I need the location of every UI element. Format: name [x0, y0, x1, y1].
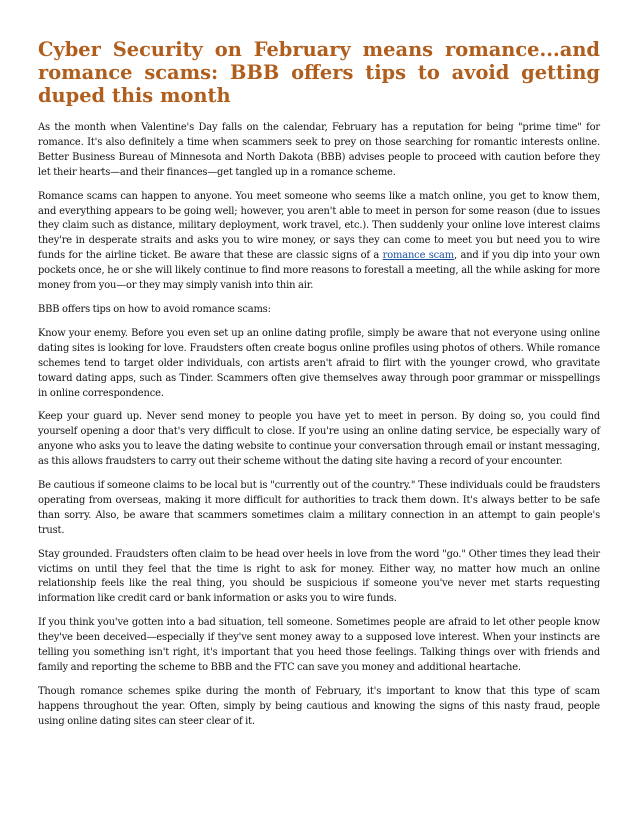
paragraph-tips-intro: BBB offers tips on how to avoid romance scams: — [38, 303, 271, 315]
paragraph-intro: As the month when Valentine's Day falls on the calendar, February has a reputation for being "prime time" for romance. It's also definitely a time when scammers seek to prey on those searching for romantic interests online. Better Business Bureau of Minnesota and North Dakota (BBB) advises people to proceed with caution before they let their hearts—and their finances—get tangled up in a romance scheme. — [38, 122, 600, 178]
romance-scam-link[interactable]: romance scam — [382, 250, 454, 262]
paragraph-keep-guard-up: Keep your guard up. Never send money to people you have yet to meet in person. By doing so, you could find yourself opening a door that's very difficult to close. If you're using an online dating service, be especially wary of anyone who asks you to leave the dating website to continue your conversation through email or instant messaging, as this allows fraudsters to carry out their scheme without the dating site having a record of your encounter. — [38, 411, 600, 468]
paragraph-text-before-link: Romance scams can happen to anyone. You meet someone who seems like a match online, you get to know them, and everything appears to be going well; however, you aren't able to meet in person for some reason (due to issues they claim such as distance, military deployment, work travel, etc.). Then suddenly your online love interest claims they're in desperate straits and asks you to wire money, or says they can come to meet you but need you to wire funds for the airline ticket. Be aware that these are classic signs of a — [38, 190, 600, 262]
paragraph-be-cautious: Be cautious if someone claims to be local but is "currently out of the country." These individuals could be fraudsters operating from overseas, making it more difficult for authorities to track them down. It's always better to be safe than sorry. Also, be aware that scammers sometimes claim a military connection in an attempt to gain people's trust. — [38, 480, 600, 536]
paragraph-stay-grounded: Stay grounded. Fraudsters often claim to be head over heels in love from the word "go." Other times they lead their victims on until they feel that the time is right to ask for money. Either way, no matter how much an online relationship feels like the real thing, you should be suspicious if someone you've never met starts requesting information like credit card or bank information or asks you to wire funds. — [38, 548, 600, 605]
article-title: Cyber Security on February means romance...and romance scams: BBB offers tips to avoid getting duped this month — [38, 38, 600, 107]
paragraph-conclusion: Though romance schemes spike during the month of February, it's important to know that this type of scam happens throughout the year. Often, simply by being cautious and knowing the signs of this nasty fraud, people using online dating sites can steer clear of it. — [38, 685, 600, 727]
document-page — [38, 38, 600, 739]
paragraph-tell-someone: If you think you've gotten into a bad situation, tell someone. Sometimes people are afraid to let other people know they've been deceived—especially if they've sent money away to a supposed love interest. When your instincts are telling you something isn't right, it's important that you heed those feelings. Talking things over with friends and family and reporting the scheme to BBB and the FTC can save you money and additional heartache. — [38, 617, 600, 673]
paragraph-know-your-enemy: Know your enemy. Before you even set up an online dating profile, simply be aware that not everyone using online dating sites is looking for love. Fraudsters often create bogus online profiles using photos of others. While romance schemes tend to target older individuals, con artists aren't afraid to flirt with the younger crowd, who gravitate toward dating apps, such as Tinder. Scammers often give themselves away through poor grammar or misspellings in online correspondence. — [38, 327, 600, 399]
paragraph-romance-scams — [38, 190, 600, 294]
paragraph-text-after-link: , and if you dip into your own pockets once, he or she will likely continue to find more reasons to forestall a meeting, all the while asking for more money from you—or they may simply vanish into thin air. — [38, 250, 600, 292]
